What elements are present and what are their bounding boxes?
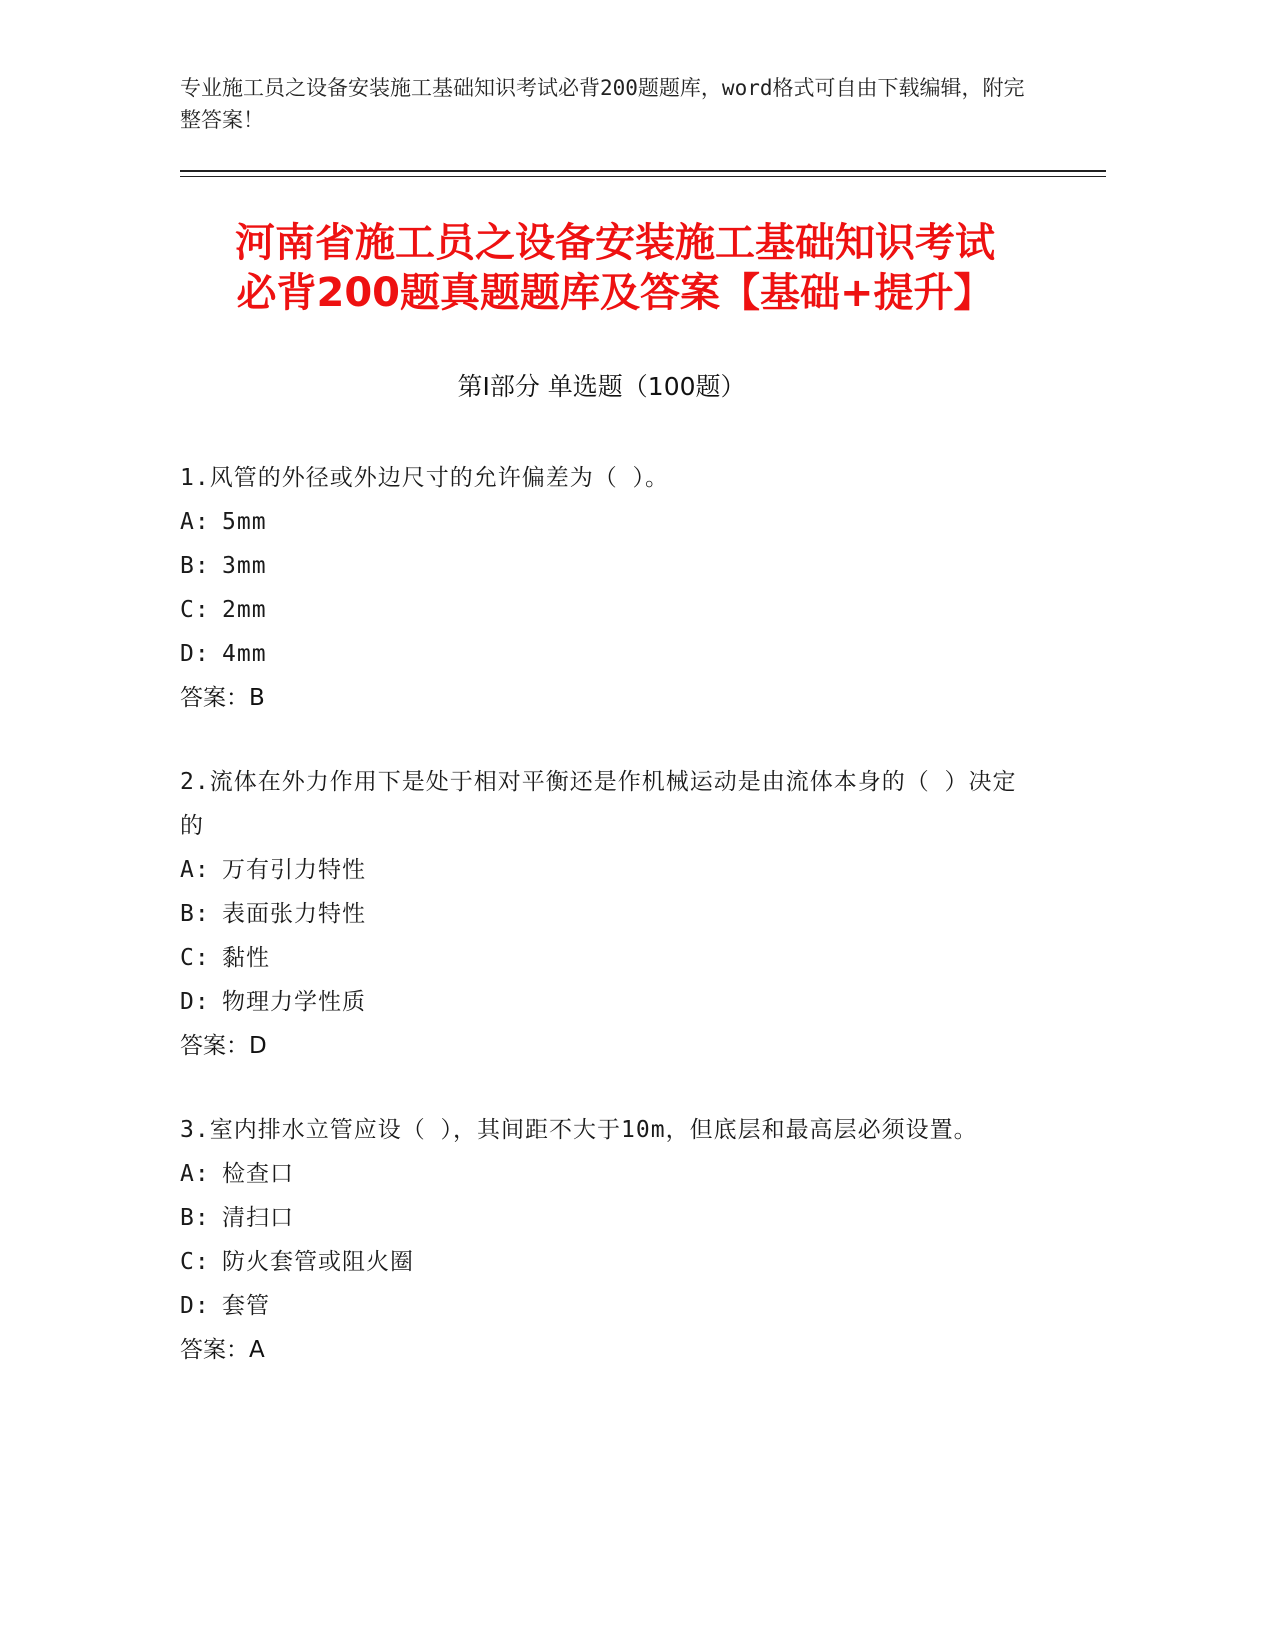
option-text: 表面张力特性 xyxy=(222,901,366,927)
option-letter: B: xyxy=(180,1205,210,1231)
option-text: 2mm xyxy=(222,597,267,623)
option-text: 黏性 xyxy=(222,945,270,971)
option-d xyxy=(180,632,1040,676)
option-c xyxy=(180,1240,1040,1284)
option-text: 5mm xyxy=(222,509,267,535)
question-list xyxy=(180,456,1040,1412)
option-letter: A: xyxy=(180,509,210,535)
option-text: 物理力学性质 xyxy=(222,989,366,1015)
question-3 xyxy=(180,1108,1040,1372)
question-1 xyxy=(180,456,1040,720)
option-d xyxy=(180,1284,1040,1328)
option-b xyxy=(180,544,1040,588)
option-a xyxy=(180,1152,1040,1196)
option-text: 套管 xyxy=(222,1293,270,1319)
option-letter: D: xyxy=(180,1293,210,1319)
option-text: 防火套管或阻火圈 xyxy=(222,1249,414,1275)
header-note: 专业施工员之设备安装施工基础知识考试必背200题题库，word格式可自由下载编辑，附完整答案！ xyxy=(180,76,1025,132)
option-letter: B: xyxy=(180,553,210,579)
question-2 xyxy=(180,760,1040,1068)
question-stem: 1.风管的外径或外边尺寸的允许偏差为（ ）。 xyxy=(180,465,670,491)
title-line-1: 河南省施工员之设备安装施工基础知识考试 xyxy=(235,220,995,266)
option-letter: C: xyxy=(180,945,210,971)
option-letter: C: xyxy=(180,597,210,623)
answer-line: 答案：B xyxy=(180,685,265,711)
document-title xyxy=(160,218,1070,318)
option-text: 3mm xyxy=(222,553,267,579)
question-stem: 2.流体在外力作用下是处于相对平衡还是作机械运动是由流体本身的（ ）决定的 xyxy=(180,769,1017,839)
option-letter: C: xyxy=(180,1249,210,1275)
title-line-2: 必背200题真题题库及答案【基础+提升】 xyxy=(236,270,994,316)
option-a xyxy=(180,848,1040,892)
answer-line: 答案：A xyxy=(180,1337,265,1363)
header-rule-thick xyxy=(180,170,1106,172)
option-a xyxy=(180,500,1040,544)
answer-line: 答案：D xyxy=(180,1033,267,1059)
question-stem: 3.室内排水立管应设（ ），其间距不大于10m，但底层和最高层必须设置。 xyxy=(180,1117,978,1143)
option-letter: D: xyxy=(180,989,210,1015)
option-b xyxy=(180,1196,1040,1240)
option-letter: A: xyxy=(180,1161,210,1187)
option-text: 4mm xyxy=(222,641,267,667)
option-letter: B: xyxy=(180,901,210,927)
option-letter: D: xyxy=(180,641,210,667)
option-c xyxy=(180,588,1040,632)
option-b xyxy=(180,892,1040,936)
option-letter: A: xyxy=(180,857,210,883)
header-rule-thin xyxy=(180,176,1106,177)
option-text: 清扫口 xyxy=(222,1205,294,1231)
option-text: 检查口 xyxy=(222,1161,294,1187)
option-text: 万有引力特性 xyxy=(222,857,366,883)
option-d xyxy=(180,980,1040,1024)
option-c xyxy=(180,936,1040,980)
section-heading: 第Ⅰ部分 单选题（100题） xyxy=(457,372,746,401)
